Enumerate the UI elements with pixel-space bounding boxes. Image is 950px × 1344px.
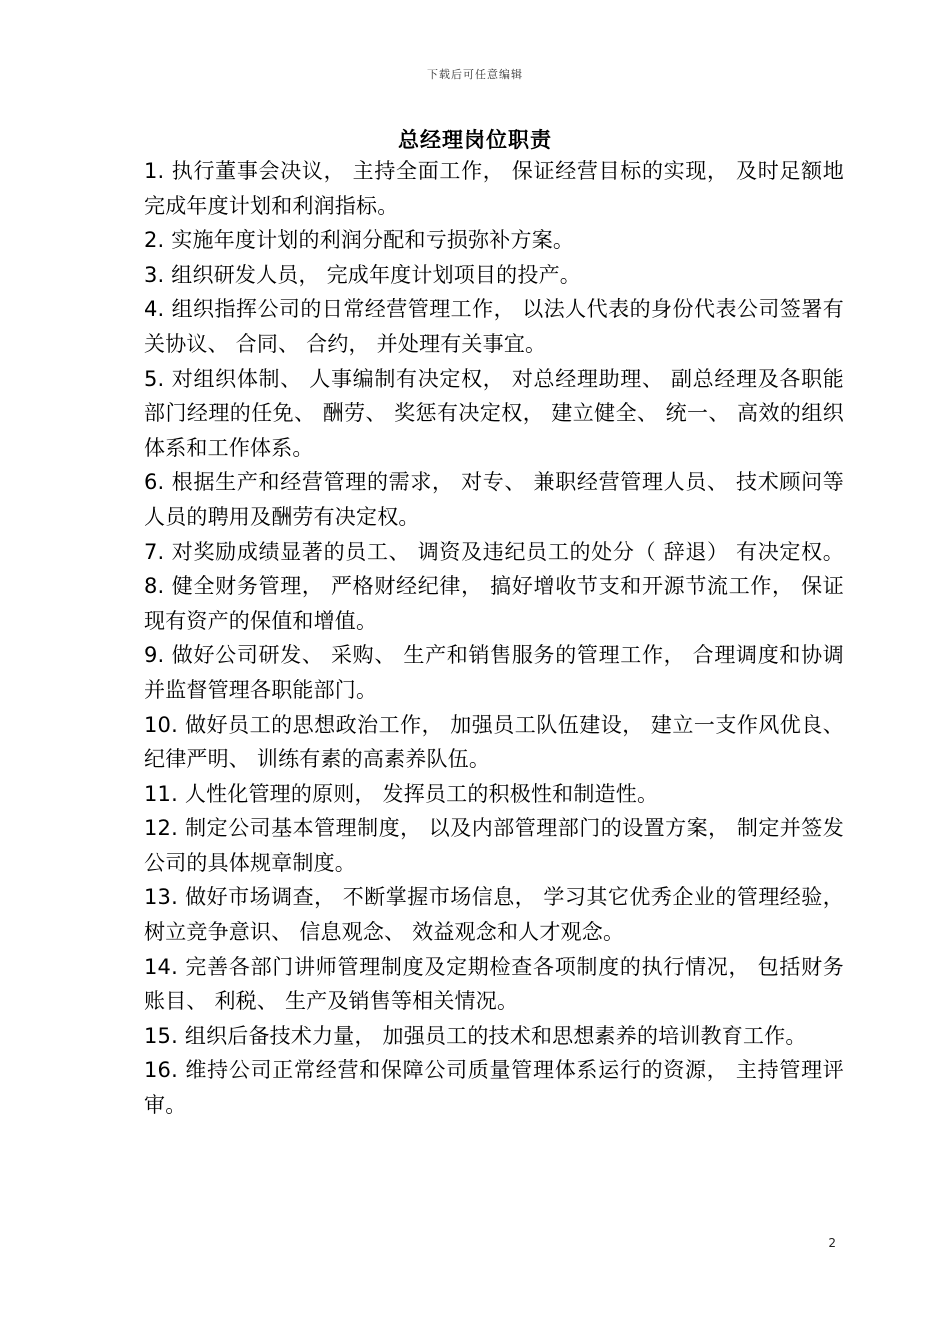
document-title: 总经理岗位职责 — [398, 128, 552, 152]
duty-item-11: 11. 人性化管理的原则， 发挥员工的积极性和制造性。 — [144, 781, 659, 806]
duty-item-4: 4. 组织指挥公司的日常经营管理工作， 以法人代表的身份代表公司签署有关协议、 合同、 合约， 并处理有关事宜。 — [144, 297, 844, 356]
document-body — [144, 154, 844, 1123]
duty-item-5: 5. 对组织体制、 人事编制有决定权， 对总经理助理、 副总经理及各职能部门经理的任免、 酬劳、 奖惩有决定权， 建立健全、 统一、 高效的组织体系和工作体系。 — [144, 366, 844, 460]
duty-item-7-8: 7. 对奖励成绩显著的员工、 调资及违纪员工的处分（ 辞退） 有决定权。 8. 健全财务管理， 严格财经纪律， 搞好增收节支和开源节流工作， 保证现有资产的保值和增值。 — [144, 539, 844, 633]
page-number: 2 — [828, 1236, 836, 1250]
duty-item-14: 14. 完善各部门讲师管理制度及定期检查各项制度的执行情况， 包括财务账目、 利税、 生产及销售等相关情况。 — [144, 954, 844, 1014]
duty-item-12: 12. 制定公司基本管理制度， 以及内部管理部门的设置方案， 制定并签发公司的具体规章制度。 — [144, 816, 844, 875]
duty-item-6: 6. 根据生产和经营管理的需求， 对专、 兼职经营管理人员、 技术顾问等人员的聘用及酬劳有决定权。 — [144, 470, 844, 529]
duty-item-13: 13. 做好市场调查， 不断掌握市场信息， 学习其它优秀企业的管理经验， 树立竞争意识、 信息观念、 效益观念和人才观念。 — [144, 885, 844, 945]
duty-item-9: 9. 做好公司研发、 采购、 生产和销售服务的管理工作， 合理调度和协调并监督管理各职能部门。 — [144, 643, 844, 702]
duty-item-3: 3. 组织研发人员， 完成年度计划项目的投产。 — [144, 262, 581, 287]
duty-item-16: 16. 维持公司正常经营和保障公司质量管理体系运行的资源， 主持管理评审。 — [144, 1058, 844, 1118]
duty-item-10: 10. 做好员工的思想政治工作， 加强员工队伍建设， 建立一支作风优良、 纪律严明、 训练有素的高素养队伍。 — [144, 712, 844, 772]
duty-item-2: 2. 实施年度计划的利润分配和亏损弥补方案。 — [144, 228, 575, 253]
page-header-note: 下载后可任意编辑 — [427, 68, 523, 81]
duty-item-15: 15. 组织后备技术力量， 加强员工的技术和思想素养的培训教育工作。 — [144, 1023, 807, 1048]
duty-item-1: 1. 执行董事会决议， 主持全面工作， 保证经营目标的实现， 及时足额地完成年度计划和利润指标。 — [144, 159, 844, 218]
